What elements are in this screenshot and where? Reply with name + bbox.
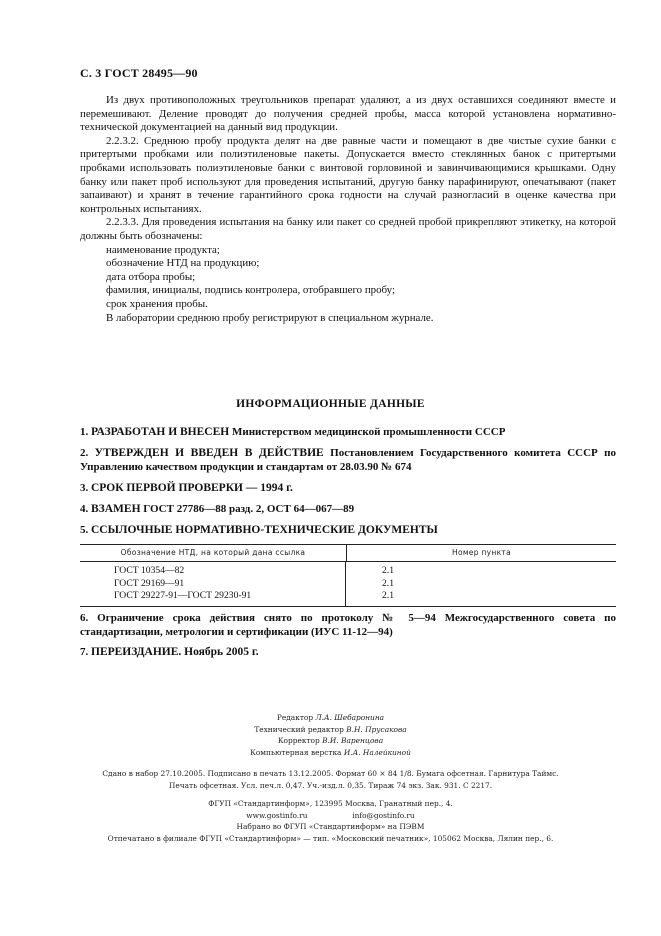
page-header: С. 3 ГОСТ 28495—90 bbox=[80, 66, 198, 80]
ntd-reference-table bbox=[80, 544, 616, 607]
editorial-credits bbox=[0, 712, 661, 758]
paragraph-2232: 2.2.3.2. Среднюю пробу продукта делят на две равные части и помещают в две чистые сухие банки с притертыми пробками или полиэтиленовые пакеты. Допускается вместо стеклянных банок с притертыми пробками использовать полиэтиленовые банки с винтовой горловиной и завинчивающимися крышками. Одну банку или пакет проб используют для проведения испытаний, другую банку парафинируют, опечатывают (пакет запаивают) и хранят в течение гарантийного срока годности на случай разногласий в оценке качества при контрольных испытаниях. bbox=[80, 134, 616, 215]
table-cell-point: 2.1 bbox=[382, 590, 394, 601]
table-cell-document: ГОСТ 29227-91—ГОСТ 29230-91 bbox=[114, 590, 252, 601]
publisher-line-1: ФГУП «Стандартинформ», 123995 Москва, Гранатный пер., 4. bbox=[208, 799, 453, 808]
info-title: ИНФОРМАЦИОННЫЕ ДАННЫЕ bbox=[236, 398, 425, 410]
info-item-2: 2. УТВЕРЖДЕН И ВВЕДЕН В ДЕЙСТВИЕ Постановлением Государственного комитета СССР по Управлению качеством продукции и стандартам от 28.03.90 № 674 bbox=[80, 447, 617, 473]
publisher-line-2 bbox=[0, 810, 661, 822]
point-column bbox=[346, 562, 616, 606]
table-cell-point: 2.1 bbox=[382, 565, 394, 576]
credit-tech-editor: Технический редактор В.Н. Прусакова bbox=[254, 724, 407, 734]
body-text bbox=[80, 94, 616, 325]
publisher-line-3: Набрано во ФГУП «Стандартинформ» на ПЭВМ bbox=[236, 822, 425, 831]
paragraph-1: Из двух противоположных треугольников препарат удаляют, а из двух оставшихся соединяют вместе и перемешивают. Деление проводят до получения средней пробы, масса которой установлена нормативно-технической документацией на данный вид продукции. bbox=[80, 94, 616, 134]
list-item: дата отбора пробы; bbox=[106, 270, 196, 283]
website: www.gostinfo.ru bbox=[246, 810, 308, 820]
credit-corrector: Корректор В.И. Варенцова bbox=[277, 736, 384, 745]
publisher-line-4: Отпечатано в филиале ФГУП «Стандартинформ» — тип. «Московский печатник», 105062 Москва, Лялин пер., 6. bbox=[107, 833, 554, 843]
table-cell-point: 2.1 bbox=[382, 577, 394, 589]
paragraph-registration: В лаборатории среднюю пробу регистрируют в специальном журнале. bbox=[106, 311, 434, 324]
table-cell-document: ГОСТ 29169—91 bbox=[114, 577, 185, 589]
credit-editor: Редактор Л.А. Шебаронина bbox=[276, 713, 385, 722]
list-item: срок хранения пробы. bbox=[106, 297, 208, 310]
document-column bbox=[80, 562, 346, 606]
info-item-3: 3. СРОК ПЕРВОЙ ПРОВЕРКИ — 1994 г. bbox=[80, 482, 293, 494]
table-header bbox=[80, 545, 616, 562]
print-line-1: Сдано в набор 27.10.2005. Подписано в печать 13.12.2005. Формат 60 × 84 1/8. Бумага офсетная. Гарнитура Таймс. bbox=[102, 769, 559, 778]
info-item-7: 7. ПЕРЕИЗДАНИЕ. Ноябрь 2005 г. bbox=[80, 646, 259, 658]
paragraph-2233: 2.2.3.3. Для проведения испытания на банку или пакет со средней пробой прикрепляют этикетку, на которой должны быть обозначены: bbox=[80, 216, 616, 242]
publisher-details bbox=[0, 798, 661, 844]
info-item-1: 1. РАЗРАБОТАН И ВНЕСЕН Министерством медицинской промышленности СССР bbox=[80, 426, 506, 438]
email: info@gostinfo.ru bbox=[352, 810, 415, 820]
info-item-4: 4. ВЗАМЕН ГОСТ 27786—88 разд. 2, ОСТ 64—067—89 bbox=[80, 503, 355, 515]
table-body bbox=[80, 562, 616, 606]
list-item: фамилия, инициалы, подпись контролера, отобравшего пробу; bbox=[106, 284, 395, 297]
print-line-2: Печать офсетная. Усл. печ.л. 0,47. Уч.-изд.л. 0,35. Тираж 74 экз. Зак. 931. С 2217. bbox=[168, 780, 493, 790]
column-header-point: Номер пункта bbox=[452, 548, 511, 557]
list-item: наименование продукта; bbox=[106, 243, 220, 256]
print-details bbox=[0, 768, 661, 791]
info-item-6: 6. Ограничение срока действия снято по протоколу № 5—94 Межгосударственного совета по стандартизации, метрологии и сертификации (ИУС 11-12—94) bbox=[80, 612, 616, 638]
info-item-5: 5. ССЫЛОЧНЫЕ НОРМАТИВНО-ТЕХНИЧЕСКИЕ ДОКУМЕНТЫ bbox=[80, 524, 438, 536]
list-item: обозначение НТД на продукцию; bbox=[106, 257, 260, 270]
table-cell-document: ГОСТ 10354—82 bbox=[114, 565, 185, 576]
credit-layout: Компьютерная верстка И.А. Налейкиной bbox=[250, 747, 411, 757]
column-header-document: Обозначение НТД, на который дана ссылка bbox=[80, 545, 347, 561]
